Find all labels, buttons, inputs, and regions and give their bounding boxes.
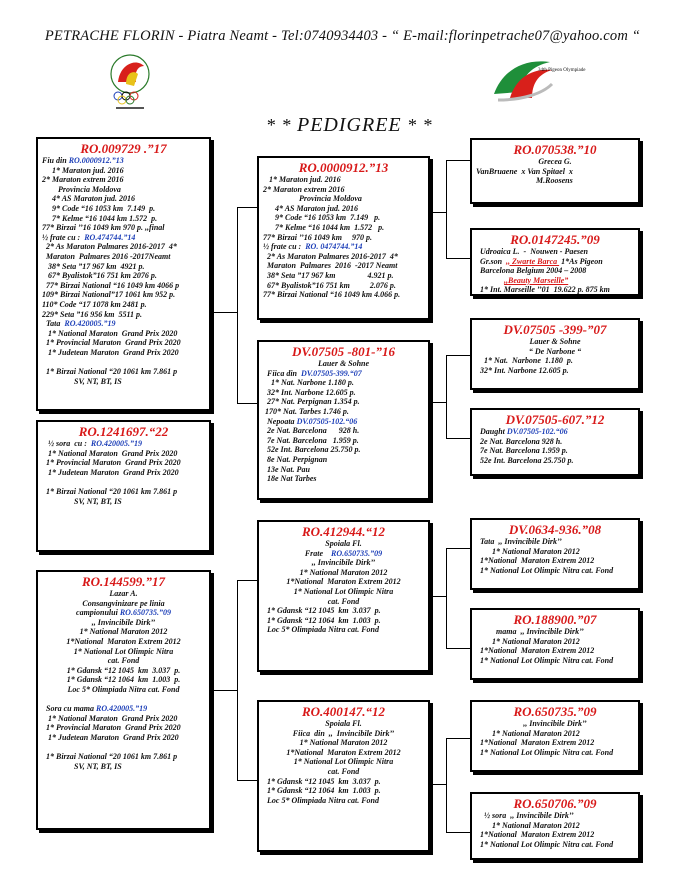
pedigree-line	[42, 743, 205, 753]
pedigree-line: Spoiala Fl.	[325, 719, 362, 728]
ring-reference: RO. 0474744.”14	[305, 242, 363, 252]
pedigree-line: 27* Nat. Perpignan 1.354 p.	[263, 397, 360, 407]
connector-damb-out	[430, 784, 446, 785]
pedigree-box-mother	[36, 570, 211, 830]
pedigree-line: Grecea G.	[538, 157, 572, 166]
pedigree-line: 1* Judetean Maraton Grand Prix 2020	[42, 732, 179, 742]
pedigree-line: 1* National Lot Olimpic Nitra cat. Fond	[476, 655, 614, 665]
page-header: PETRACHE FLORIN - Piatra Neamt - Tel:0740934403 - “ E-mail:florinpetrache07@yahoo.com “	[44, 28, 641, 44]
ring-number: DV.07505-607.”12	[505, 412, 605, 427]
ring-reference: DV.07505-102.“06	[506, 427, 568, 436]
pedigree-line: Provincia Moldova	[263, 194, 362, 204]
pedigree-line: 2e Nat. Barcelona 928 h.	[263, 426, 360, 436]
pedigree-line: 1* Provincial Maraton Grand Prix 2020	[42, 458, 181, 468]
ring-reference: RO.650735.”09	[331, 548, 383, 558]
pedigree-line: 2* As Maraton Palmares 2016-2017 4*	[263, 251, 398, 261]
olympiade-logo-right	[492, 54, 610, 104]
pedigree-line: 1* National Lot Olimpic Nitra cat. Fond	[476, 747, 614, 757]
ring-number: RO.650706.”09	[513, 796, 597, 811]
pedigree-line: 67* Byalistok”16 751 km 2076 p.	[42, 271, 157, 281]
connector-to-g7	[446, 738, 470, 739]
pedigree-line: Maraton Palmares 2016 -2017Neamt	[42, 251, 171, 261]
pedigree-line: 32* Int. Narbone 12.605 p.	[476, 365, 569, 375]
pedigree-line: 1* National Maraton Grand Prix 2020	[42, 328, 178, 338]
pedigree-line: 1* Nat. Narbone 1.180 p.	[476, 356, 573, 366]
pedigree-box-g6	[470, 608, 640, 680]
pedigree-line: 1* National Maraton 2012	[79, 627, 168, 637]
olympiade-caption: 34th Pigeon Olympiade	[538, 68, 586, 73]
pedigree-box-sire	[257, 156, 430, 320]
connector-to-g8	[446, 832, 470, 833]
pedigree-line: 9* Code “16 1053 km 7.149 p.	[263, 213, 381, 223]
pedigree-line: 2e Nat. Barcelona 928 h.	[476, 436, 563, 446]
pedigree-line	[42, 695, 205, 705]
ring-reference: RO.420005.”19	[96, 704, 148, 714]
ring-number: RO.188900.”07	[513, 612, 597, 627]
pedigree-box-g2	[470, 228, 640, 296]
ring-number: RO.009729 .”17	[80, 141, 167, 156]
pedigree-line: 1* Gdansk “12 1064 km 1.003 p.	[263, 615, 381, 625]
pedigree-line: Nepoata DV.07505-102.“06	[263, 416, 358, 426]
pedigree-line: 1* National Maraton 2012	[299, 567, 388, 577]
pedigree-line: Loc 5* Olimpiada Nitra cat. Fond	[263, 795, 379, 805]
connector-to-dam-sire	[237, 403, 257, 404]
connector-dama-vertical	[446, 548, 447, 648]
pedigree-line: ½ frate cu : RO.474744.”14	[42, 232, 136, 242]
pedigree-line: ,, Invincibile Dirk’’	[311, 558, 376, 568]
pedigree-line: Lazar A.	[109, 589, 138, 598]
connector-damsire-vertical	[446, 355, 447, 438]
pedigree-line: SV, NT, BT, IS	[42, 376, 122, 386]
ring-number: RO.412944.“12	[301, 524, 386, 539]
pedigree-line: Lauer & Sohne	[317, 359, 370, 368]
pedigree-line: 1* Gdansk “12 1064 km 1.003 p.	[263, 786, 381, 796]
connector-to-g6	[446, 648, 470, 649]
pigeon-name-highlight: ,,Beauty Marseille”	[504, 275, 569, 285]
title-text: PEDIGREE	[297, 114, 402, 136]
pedigree-line: Consangvinizare pe linia	[82, 598, 165, 608]
ring-reference: DV.07505-102.“06	[296, 416, 358, 426]
pedigree-line: Sora cu mama RO.420005.”19	[42, 704, 148, 714]
pedigree-line: ½ sora cu : RO.420005.”19	[42, 439, 143, 448]
pedigree-line: 1* National Maraton 2012	[299, 738, 388, 748]
ring-number: RO.0000912.”13	[298, 160, 389, 175]
ring-number: DV.07505 -399-”07	[503, 322, 607, 337]
pedigree-line: 1* Int. Marseille ’’01 19.622 p. 875 km	[476, 285, 610, 295]
pedigree-line: Fiu din RO.0000912.”13	[42, 156, 124, 165]
connector-dama-out	[430, 596, 446, 597]
ring-reference: RO.0000912.”13	[68, 156, 124, 165]
pedigree-line: 110* Code “17 1078 km 2481 p.	[42, 299, 147, 309]
pedigree-line: 1* Gdansk “12 1064 km 1.003 p.	[66, 675, 181, 685]
ring-number: RO.0147245.”09	[510, 232, 600, 247]
ring-reference: RO.474744.”14	[84, 232, 136, 242]
pedigree-line: Udroaica L. - Nouwen - Paesen	[476, 247, 588, 256]
pedigree-line: 1*National Maraton Extrem 2012	[476, 738, 595, 748]
pedigree-line: Frate RO.650735.”09	[304, 548, 383, 558]
pedigree-line: Tata RO.420005.”19	[42, 319, 116, 329]
connector-to-g5	[446, 548, 470, 549]
pedigree-line: 2* Maraton extrem 2016	[42, 175, 124, 185]
connector-main-sire	[211, 312, 237, 313]
ring-number: DV.0634-936.”08	[508, 522, 602, 537]
ring-number: RO.070538.”10	[513, 142, 597, 157]
pedigree-line: 1* Judetean Maraton Grand Prix 2020	[42, 347, 179, 357]
pedigree-line: 1* National Maraton 2012	[476, 728, 580, 738]
connector-to-g3	[446, 355, 470, 356]
pedigree-line: 32* Int. Narbone 12.605 p.	[263, 387, 356, 397]
pedigree-line: 1* Maraton jud. 2016	[42, 165, 124, 175]
pedigree-line: 1* National Lot Olimpic Nitra	[73, 646, 174, 656]
pedigree-box-dam-sire	[257, 340, 430, 500]
pedigree-line	[42, 357, 205, 367]
ring-reference: DV.07505-399.“07	[301, 368, 362, 378]
pedigree-line: 4* AS Maraton jud. 2016	[42, 194, 136, 204]
pedigree-line: 77* Birzai ’’16 1049 km 970 p.	[263, 232, 372, 242]
pedigree-line: 7* Kelme “16 1044 km 1.572 p.	[263, 222, 385, 232]
pedigree-line: SV, NT, BT, IS	[42, 761, 122, 771]
pedigree-line: ,, Invincibile Dirk’’	[91, 617, 156, 627]
pedigree-line: 1* Birzai National “20 1061 km 7.861 p	[42, 486, 178, 496]
ring-reference: RO.650735.”09	[119, 608, 171, 618]
connector-to-dam-b	[237, 780, 257, 781]
pedigree-line: 38* Seta ”17 967 km 4.921 p.	[263, 270, 394, 280]
pedigree-line: 1* Gdansk “12 1045 km 3.037 p.	[263, 606, 381, 616]
pedigree-line: Daught DV.07505-102.“06	[476, 427, 568, 436]
pedigree-line: VanBruaene x Van Spitael x	[476, 166, 573, 176]
page-title	[266, 114, 433, 137]
pedigree-line: 1*National Maraton Extrem 2012	[66, 636, 181, 646]
pedigree-line: M.Roosens	[476, 176, 573, 186]
pedigree-line: ½ frate cu : RO. 0474744.”14	[263, 242, 363, 252]
pedigree-line: 1*National Maraton Extrem 2012	[476, 646, 595, 656]
ring-number: RO.650735.”09	[513, 704, 597, 719]
pedigree-line: 1* National Maraton Grand Prix 2020	[42, 713, 178, 723]
pedigree-line: cat. Fond	[327, 596, 360, 606]
pedigree-line: Maraton Palmares 2016 -2017 Neamt	[263, 261, 398, 271]
pedigree-line	[476, 276, 634, 286]
pedigree-line: 1* Nat. Narbone 1.180 p.	[263, 378, 354, 388]
pedigree-box-dam-b	[257, 700, 430, 852]
pedigree-box-g1	[470, 138, 640, 204]
pedigree-line: 1* Judetean Maraton Grand Prix 2020	[42, 467, 179, 477]
connector-mother-vertical	[237, 580, 238, 780]
connector-to-sire	[237, 207, 257, 208]
pedigree-line: 77* Birzai ’’16 1049 km 970 p. ,,final	[42, 223, 165, 233]
connector-damb-vertical	[446, 738, 447, 832]
pedigree-line: Fiica din DV.07505-399.“07	[263, 368, 362, 378]
pedigree-line: 1* National Lot Olimpic Nitra cat. Fond	[476, 839, 614, 849]
pedigree-line: Gr.son ,, Zwarte Barca 1*As Pigeon	[476, 256, 603, 266]
pedigree-box-dam-a	[257, 520, 430, 672]
pedigree-line: cat. Fond	[327, 766, 360, 776]
pedigree-line: 1* National Lot Olimpic Nitra	[293, 586, 394, 596]
pedigree-box-g7	[470, 700, 640, 772]
pedigree-line: 4* AS Maraton jud. 2016	[263, 203, 359, 213]
connector-sire-vertical	[446, 160, 447, 258]
pedigree-line: Lauer & Sohne	[529, 337, 581, 346]
pedigree-line: 109* Birzai National”17 1061 km 952 p.	[42, 290, 176, 300]
pedigree-box-g8	[470, 792, 640, 860]
pedigree-line: 1* National Lot Olimpic Nitra	[293, 757, 394, 767]
pedigree-line: 1* Provincial Maraton Grand Prix 2020	[42, 723, 181, 733]
pedigree-line: cat. Fond	[107, 656, 140, 666]
ring-reference: RO.420005.”19	[90, 439, 143, 448]
pedigree-line: Tata ,, Invincibile Dirk’’	[476, 537, 562, 546]
connector-sire-out	[430, 212, 446, 213]
pedigree-line: 170* Nat. Tarbes 1.746 p.	[263, 406, 349, 416]
pedigree-box-g4	[470, 408, 640, 476]
pedigree-line: 1* Maraton jud. 2016	[263, 175, 341, 184]
pedigree-line: 1*National Maraton Extrem 2012	[476, 830, 595, 840]
pedigree-line: 1* Gdansk “12 1045 km 3.037 p.	[263, 776, 381, 786]
pedigree-box-main	[36, 137, 211, 411]
pedigree-line: 2* Maraton extrem 2016	[263, 184, 345, 194]
connector-to-dam-a	[237, 580, 257, 581]
pigeon-name-highlight: ,, Zwarte Barca	[506, 256, 560, 266]
pedigree-line: 1* National Lot Olimpic Nitra cat. Fond	[476, 565, 614, 575]
pedigree-line	[42, 477, 205, 487]
pedigree-line: 1* National Maraton 2012	[476, 546, 580, 556]
pigeon-wing-icon	[492, 54, 610, 104]
pedigree-line: campionului RO.650735.”09	[76, 608, 171, 618]
pedigree-line: Barcelona Belgium 2004 – 2008	[476, 266, 587, 276]
pedigree-line: 1* National Maraton 2012	[476, 636, 580, 646]
connector-damsire-out	[430, 402, 446, 403]
pedigree-line: Loc 5* Olimpiada Nitra cat. Fond	[263, 625, 379, 635]
pedigree-line: 67* Byalistok”16 751 km 2.076 p.	[263, 280, 396, 290]
pedigree-line: 1* National Maraton 2012	[476, 820, 580, 830]
pedigree-line: “ De Narbone “	[528, 346, 582, 356]
pedigree-line: 77* Birzai National “16 1049 km 4.066 p.	[263, 290, 401, 300]
pedigree-line: 18e Nat Tarbes	[263, 474, 317, 484]
connector-to-g1	[446, 160, 470, 161]
pedigree-line: Loc 5* Olimpiada Nitra cat. Fond	[67, 684, 180, 694]
pedigree-line: 38* Seta ”17 967 km 4921 p.	[42, 261, 145, 271]
connector-mother-out	[211, 690, 237, 691]
pedigree-line: 1*National Maraton Extrem 2012	[286, 577, 401, 587]
pedigree-line: 229* Seta ”16 956 km 5511 p.	[42, 309, 143, 319]
pedigree-box-g5	[470, 518, 640, 590]
pedigree-line: 8e Nat. Perpignan	[263, 454, 328, 464]
ring-number: RO.400147.“12	[301, 704, 386, 719]
pedigree-line: 77* Birzai National “16 1049 km 4066 p	[42, 280, 180, 290]
pedigree-box-sister	[36, 420, 211, 552]
pedigree-line: 1*National Maraton Extrem 2012	[286, 747, 401, 757]
pedigree-box-g3	[470, 318, 640, 390]
pedigree-line: 1*National Maraton Extrem 2012	[476, 556, 595, 566]
pedigree-line: 7e Nat. Barcelona 1.959 p.	[263, 435, 359, 445]
pedigree-line: 52e Int. Barcelona 25.750 p.	[263, 445, 361, 455]
olympiad-logo-left-icon	[104, 52, 156, 112]
pedigree-line: 1* Provincial Maraton Grand Prix 2020	[42, 338, 181, 348]
pedigree-line: 1* Birzai National “20 1061 km 7.861 p	[42, 752, 178, 762]
pedigree-line: Spoiala Fl.	[325, 539, 362, 548]
pedigree-line: 2* As Maraton Palmares 2016-2017 4*	[42, 242, 177, 252]
pedigree-line: 52e Int. Barcelona 25.750 p.	[476, 455, 574, 465]
pedigree-line: 13e Nat. Pau	[263, 464, 310, 474]
pedigree-line: 1* National Maraton Grand Prix 2020	[42, 448, 178, 458]
title-stars-right: * *	[407, 115, 433, 135]
title-stars-left: * *	[266, 115, 292, 135]
pedigree-line: 1* Birzai National “20 1061 km 7.861 p	[42, 367, 178, 377]
pedigree-line: 7e Nat. Barcelona 1.959 p.	[476, 446, 568, 456]
pedigree-line: ½ sora ,, Invincibile Dirk’’	[476, 811, 574, 820]
pedigree-line: SV, NT, BT, IS	[42, 496, 122, 506]
pedigree-line: 9* Code “16 1053 km 7.149 p.	[42, 203, 156, 213]
pedigree-line: ,, Invincibile Dirk’’	[523, 719, 587, 728]
pedigree-line: Fiica din ,, Invincibile Dirk’’	[292, 728, 395, 738]
ring-number: RO.144599.”17	[81, 574, 166, 589]
pedigree-line: Provincia Moldova	[42, 184, 121, 194]
pedigree-line: 7* Kelme “16 1044 km 1.572 p.	[42, 213, 158, 223]
connector-to-g4	[446, 438, 470, 439]
pedigree-line: mama ,, Invincibile Dirk’’	[476, 627, 584, 636]
connector-main-vertical	[237, 207, 238, 403]
ring-number: RO.1241697.“22	[78, 424, 169, 439]
connector-to-g2	[446, 258, 470, 259]
pedigree-line: 1* Gdansk “12 1045 km 3.037 p.	[66, 665, 181, 675]
ring-number: DV.07505 -801-”16	[291, 344, 396, 359]
ring-reference: RO.420005.”19	[64, 319, 116, 329]
